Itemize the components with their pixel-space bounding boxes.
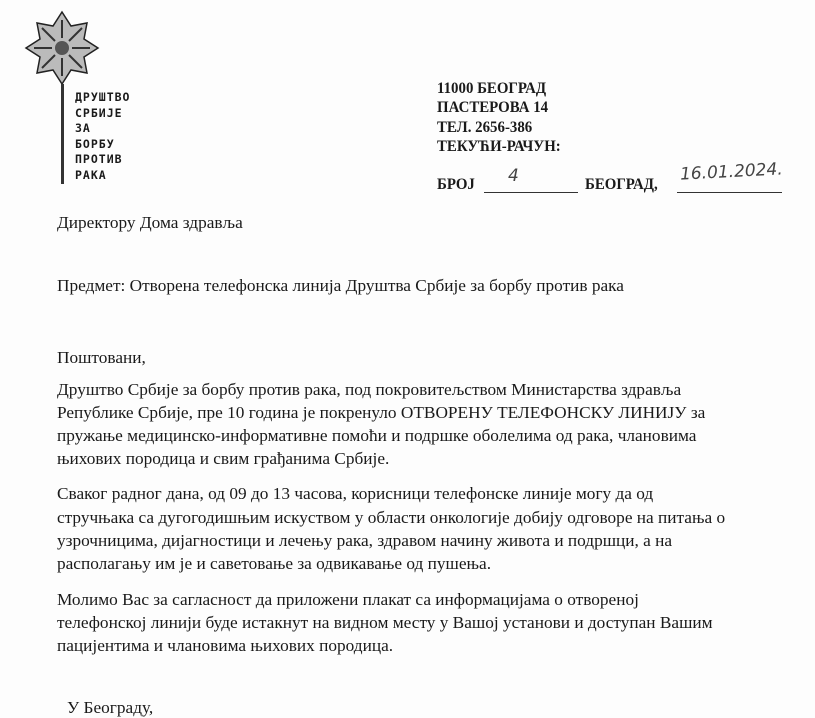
address-line: ПАСТЕРОВА 14 [437,99,549,116]
address-line: ТЕЛ. 2656-386 [437,119,533,136]
greeting: Поштовани, [57,348,146,367]
subject: Предмет: Отворена телефонска линија Друштва Србије за борбу против рака [57,276,624,295]
paragraph-3-line: пацијентима и члановима њихових породица. [57,636,394,655]
closing: У Београду, [67,698,154,717]
logo-line: СРБИЈЕ [75,105,123,120]
address-line: ТЕКУЋИ-РАЧУН: [437,138,561,155]
paragraph-1-line: пружање медицинско-информативне помоћи и подршке оболелима од рака, члановима [57,426,697,445]
date-underline [677,192,782,193]
paragraph-3-line: Молимо Вас за сагласност да приложени плакат са информацијама о отвореној [57,590,639,609]
paragraph-1-line: Републике Србије, пре 10 година је покренуло ОТВОРЕНУ ТЕЛЕФОНСКУ ЛИНИЈУ за [57,403,706,422]
logo-line: БОРБУ [75,136,115,151]
paragraph-3-line: телефонској линији буде истакнут на видном месту у Вашој установи и доступан Вашим [57,613,713,632]
number-value: 4 [508,166,519,186]
logo-line: ДРУШТВО [75,90,131,104]
address-line: 11000 БЕОГРАД [437,80,547,97]
date-value: 16.01.2024. [679,159,784,185]
logo-line: РАКА [75,167,107,182]
paragraph-2-line: Сваког радног дана, од 09 до 13 часова, корисници телефонске линије могу да од [57,484,654,503]
paragraph-1-line: Друштво Србије за борбу против рака, под покровитељством Министарства здравља [57,380,682,399]
recipient: Директору Дома здравља [57,213,243,232]
logo-line: ПРОТИВ [75,152,123,167]
logo-text [75,90,130,184]
paragraph-2-line: узрочницима, дијагностици и лечењу рака, здравом начину живота и подршци, а на [57,531,673,550]
paragraph-2-line: стручњака са дугогодишњим искуством у области онкологије добију одговоре на питања о [57,508,726,527]
place-label: БЕОГРАД, [585,176,658,193]
paragraph-2-line: располагању им је и саветовање за одвикавање од пушења. [57,554,492,573]
number-label: БРОЈ [437,176,475,193]
paragraph-1-line: њихових породица и свим грађанима Србије. [57,449,390,468]
logo-line: ЗА [75,121,91,136]
number-underline [484,192,578,193]
